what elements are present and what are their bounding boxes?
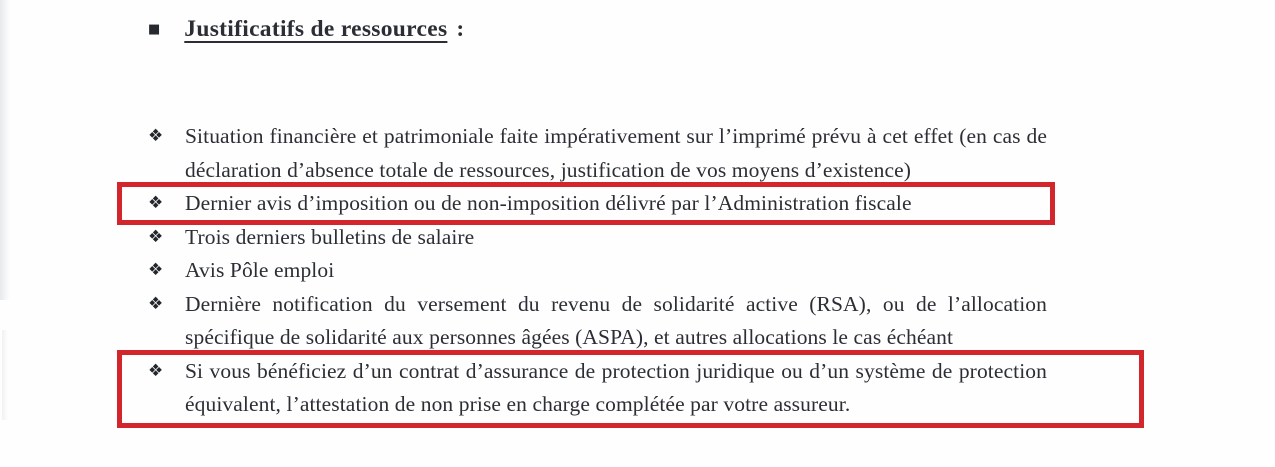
list-item-text: Si vous bénéficiez d’un contrat d’assurance de protection juridique ou d’un système de protection équivalent, l’attestation de non prise en charge complétée par votre assureur. xyxy=(185,358,1047,416)
diamond-bullet-icon: ❖ xyxy=(148,126,164,146)
list-item-text: Dernière notification du versement du revenu de solidarité active (RSA), ou de l’allocation spécifique de solidarité aux personnes âgées (ASPA), et autres allocations le cas échéant xyxy=(185,291,1047,349)
diamond-bullet-icon: ❖ xyxy=(148,260,164,280)
diamond-bullet-icon: ❖ xyxy=(148,193,164,213)
list-item-text: Dernier avis d’imposition ou de non-imposition délivré par l’Administration fiscale xyxy=(185,191,912,215)
scan-artifact xyxy=(0,0,10,300)
diamond-bullet-icon: ❖ xyxy=(148,293,164,314)
list-item xyxy=(148,254,1047,288)
list-item-text: Trois derniers bulletins de salaire xyxy=(185,224,475,249)
requirements-list xyxy=(148,120,1047,422)
page-title: Justificatifs de ressources xyxy=(184,16,448,42)
list-item-text: Situation financière et patrimoniale faite impérativement sur l’imprimé prévu à cet effet (en cas de déclaration d’absence totale de ressources, justification de vos moyens d’existence) xyxy=(185,124,1047,182)
list-item xyxy=(148,187,1047,221)
list-item xyxy=(148,120,1047,187)
list-item-text: Avis Pôle emploi xyxy=(185,258,335,282)
list-item xyxy=(148,221,1047,255)
scan-artifact xyxy=(2,330,8,420)
list-item xyxy=(148,355,1047,422)
diamond-bullet-icon: ❖ xyxy=(148,226,164,247)
square-bullet-icon: ■ xyxy=(148,22,161,37)
section-heading xyxy=(148,16,464,43)
diamond-bullet-icon: ❖ xyxy=(148,360,164,381)
list-item xyxy=(148,288,1047,355)
heading-colon: : xyxy=(456,16,465,42)
